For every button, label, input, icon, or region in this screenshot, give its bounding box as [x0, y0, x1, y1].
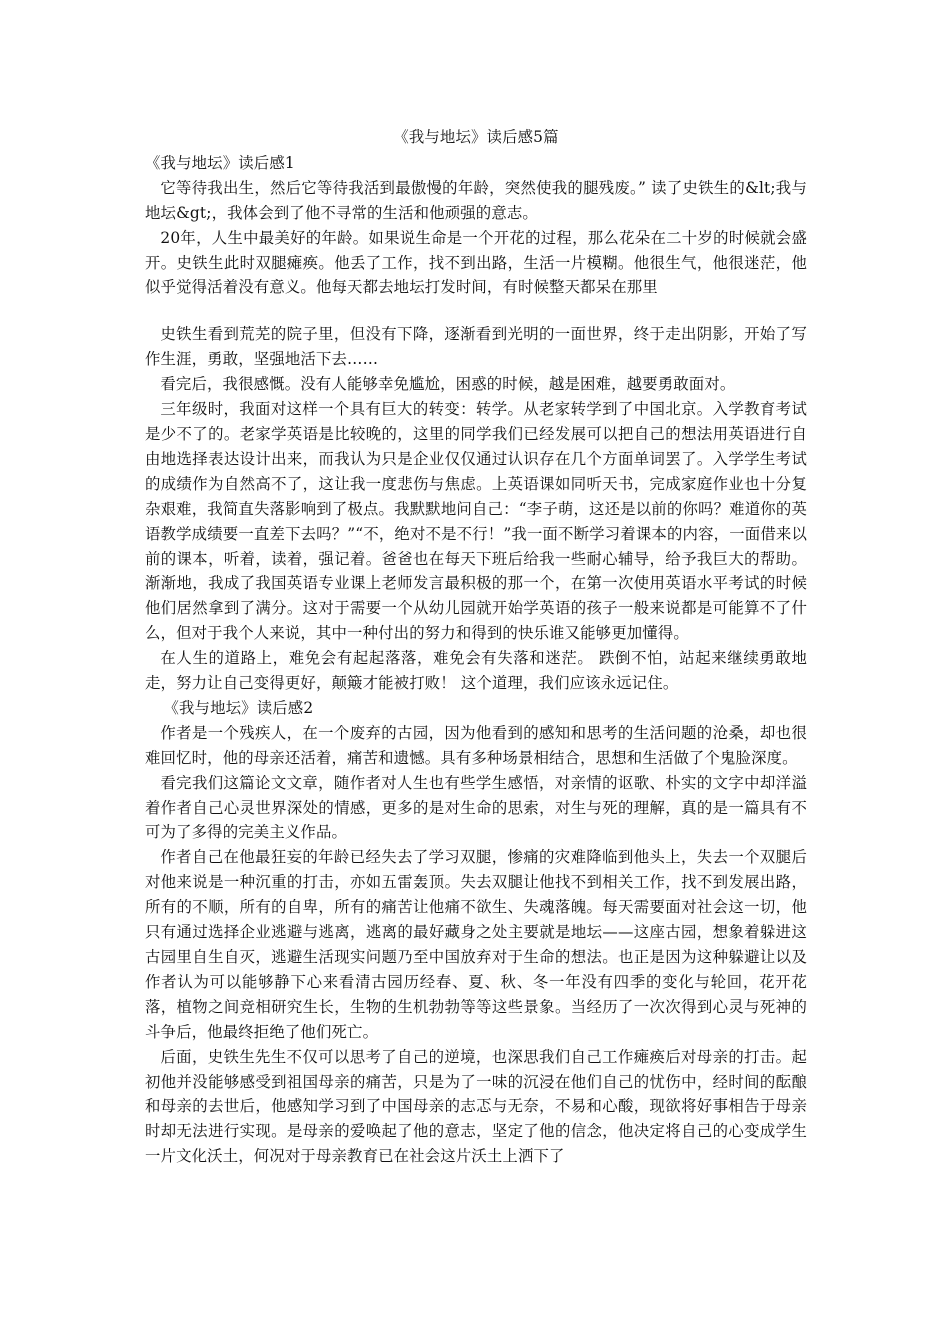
- paragraph: 后面，史铁生先生不仅可以思考了自己的逆境，也深思我们自己工作瘫痪后对母亲的打击。起初他并没能够感受到祖国母亲的痛苦，只是为了一味的沉浸在他们自己的忧伤中，经时间的酝酿和母亲的去世后，他感知学习到了中国母亲的志忑与无奈，不易和心酸，现欲将好事相告于母亲时却无法进行实现。是母亲的爱唤起了他的意志，坚定了他的信念，他决定将自己的心变成学生一片文化沃土，何况对于母亲教育已在社会这片沃土上洒下了: [145, 1047, 807, 1166]
- paragraph: 作者自己在他最狂妄的年龄已经失去了学习双腿，惨痛的灾难降临到他头上，失去一个双腿后对他来说是一种沉重的打击，亦如五雷轰顶。失去双腿让他找不到相关工作，找不到发展出路，所有的不顺，所有的自卑，所有的痛苦让他痛不欲生、失魂落魄。每天需要面对社会这一切，他只有通过选择企业逃避与逃离，逃离的最好藏身之处主要就是地坛——这座古园，想象着躲进这古园里自生自灭，逃避生活现实问题乃至中国放弃对于生命的想法。也正是因为这种躲避让以及作者认为可以能够静下心来看清古园历经春、夏、秋、冬一年没有四季的变化与轮回，花开花落，植物之间竞相研究生长，生物的生机勃勃等等这些景象。当经历了一次次得到心灵与死神的斗争后，他最终拒绝了他们死亡。: [145, 848, 807, 1041]
- paragraph: 看完我们这篇论文文章，随作者对人生也有些学生感悟，对亲情的讴歌、朴实的文字中却洋溢着作者自己心灵世界深处的情感，更多的是对生命的思索，对生与死的理解，真的是一篇具有不可为了多得的完美主义作品。: [145, 773, 807, 842]
- paragraph: 看完后，我很感慨。没有人能够幸免尴尬，困惑的时候，越是困难，越要勇敢面对。: [160, 375, 736, 394]
- paragraph: 在人生的道路上，难免会有起起落落，难免会有失落和迷茫。 跌倒不怕，站起来继续勇敢地走，努力让自己变得更好，颠簸才能被打败！ 这个道理，我们应该永远记住。: [145, 649, 807, 693]
- section-heading: 《我与地坛》读后感2: [163, 698, 314, 717]
- section-heading: 《我与地坛》读后感1: [145, 153, 295, 172]
- paragraph: 作者是一个残疾人，在一个废弃的古园，因为他看到的感知和思考的生活问题的沧桑，却也很难回忆时，他的母亲还活着，痛苦和遗憾。具有多种场景相结合，思想和生活做了个鬼脸深度。: [145, 723, 807, 767]
- document-page: [145, 125, 807, 1169]
- document-title: 《我与地坛》读后感5篇: [393, 128, 559, 146]
- paragraph: 史铁生看到荒芜的院子里，但没有下降，逐渐看到光明的一面世界，终于走出阴影，开始了写作生涯，勇敢，坚强地活下去……: [145, 325, 807, 369]
- paragraph: 20年，人生中最美好的年龄。如果说生命是一个开花的过程，那么花朵在二十岁的时候就会盛开。史铁生此时双腿瘫痪。他丢了工作，找不到出路，生活一片模糊。他很生气，他很迷茫，他似乎觉得活着没有意义。他每天都去地坛打发时间，有时候整天都呆在那里: [145, 228, 807, 297]
- paragraph: 三年级时，我面对这样一个具有巨大的转变：转学。从老家转学到了中国北京。入学教育考试是少不了的。老家学英语是比较晚的，这里的同学我们已经发展可以把自己的想法用英语进行自由地选择表达设计出来，而我认为只是企业仅仅通过认识存在几个方面单词罢了。入学学生考试的成绩作为自然高不了，这让我一度悲伤与焦虑。上英语课如同听天书，完成家庭作业也十分复杂艰难，我简直失落影响到了极点。我默默地问自己：“李子萌，这还是以前的你吗？难道你的英语教学成绩要一直差下去吗？”“不，绝对不是不行！”我一面不断学习着课本的内容，一面借来以前的课本，听着，读着，强记着。爸爸也在每天下班后给我一些耐心辅导，给予我巨大的帮助。渐渐地，我成了我国英语专业课上老师发言最积极的那一个，在第一次使用英语水平考试的时候他们居然拿到了满分。这对于需要一个从幼儿园就开始学英语的孩子一般来说都是可能算不了什么，但对于我个人来说，其中一种付出的努力和得到的快乐谁又能够更加懂得。: [145, 400, 807, 643]
- paragraph: 它等待我出生，然后它等待我活到最傲慢的年龄，突然使我的腿残废。” 读了史铁生的&lt;我与地坛&gt;，我体会到了他不寻常的生活和他顽强的意志。: [145, 178, 807, 222]
- blank-line: [145, 300, 807, 322]
